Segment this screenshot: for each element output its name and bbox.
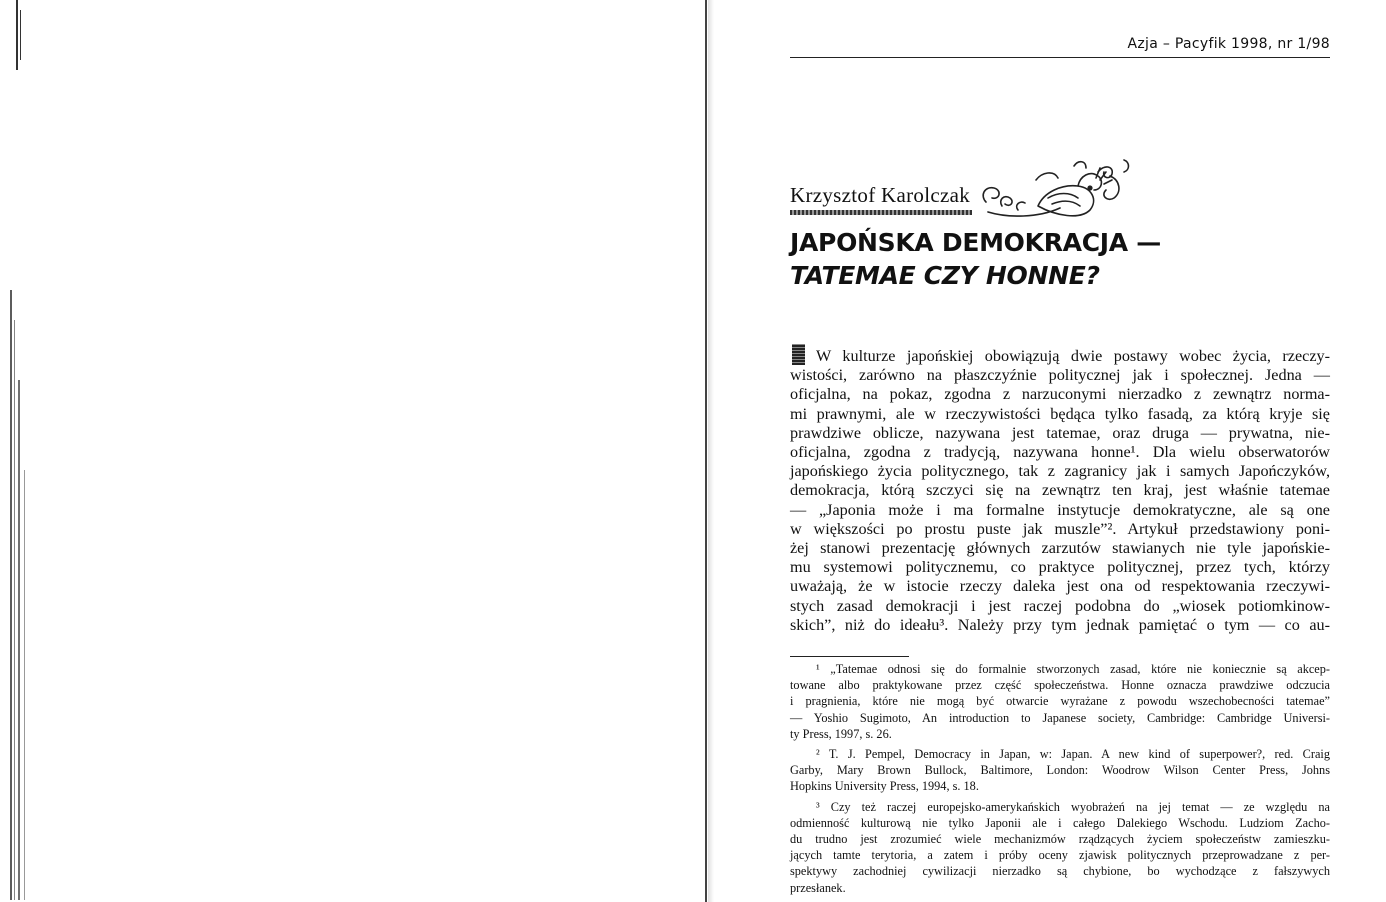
body-line: skich”, niż do ideału³. Należy przy tym jednak pamiętać o tym — co au- bbox=[790, 615, 1330, 634]
footnote-line: przesłanek. bbox=[790, 880, 846, 895]
article-body bbox=[790, 347, 1330, 635]
footnote-line: i pragnienia, które nie mogą być otwarcie wyrażane z powodu wszechobecności tatemae” bbox=[790, 694, 1330, 709]
footnote-line: spektywy zachodniej cywilizacji nierzadko są chybione, bo wychodzące z fałszywych bbox=[790, 864, 1330, 879]
footnote-line: Hopkins University Press, 1994, s. 18. bbox=[790, 779, 979, 794]
author-name: Krzysztof Karolczak bbox=[790, 183, 971, 207]
body-line: W kulturze japońskiej obowiązują dwie postawy wobec życia, rzeczy- bbox=[816, 347, 1330, 365]
body-line: żej stanowi prezentację głównych zarzutów stawianych nie tyle japońskie- bbox=[790, 539, 1330, 558]
body-line: oficjalna, zgodna z tradycją, nazywana honne¹. Dla wielu obserwatorów bbox=[790, 443, 1330, 462]
footnote-line: ty Press, 1997, s. 26. bbox=[790, 726, 892, 741]
running-head-rule bbox=[790, 57, 1330, 58]
body-line: mu systemowi politycznemu, co praktyce politycznej, przez tych, którzy bbox=[790, 558, 1330, 577]
body-line: w większości po prostu puste jak muszle”². Artykuł przedstawiony poni- bbox=[790, 519, 1330, 538]
body-line: uważają, że w istocie rzeczy daleka jest ona od respektowania rzeczywi- bbox=[790, 577, 1330, 596]
footnote-line: ¹ „Tatemae odnosi się do formalnie stworzonych zasad, które nie koniecznie są akcep- bbox=[816, 662, 1330, 676]
footnote-line: ² T. J. Pempel, Democracy in Japan, w: Japan. A new kind of superpower?, red. Craig bbox=[816, 747, 1330, 762]
footnote bbox=[790, 799, 1330, 896]
footnote-line: towane albo praktykowane przez część społeczeństwa. Honne oznacza prawdziwe odczucia bbox=[790, 678, 1330, 693]
bird-ornament-icon bbox=[978, 158, 1138, 220]
footnote-rule bbox=[790, 656, 909, 657]
body-line: prawdziwe oblicze, nazywana jest tatemae, oraz druga — prywatna, nie- bbox=[790, 423, 1330, 442]
footnote-line: ³ Czy też raczej europejsko-amerykańskich wyobrażeń na jej temat — ze względu na bbox=[816, 799, 1330, 814]
article-title bbox=[790, 226, 1310, 292]
body-line: — „Japonia może i ma formalne instytucje demokratyczne, ale są one bbox=[790, 500, 1330, 519]
body-line: oficjalna, na pokaz, zgodna z narzuconymi nierzadko z zewnątrz norma- bbox=[790, 385, 1330, 404]
author-underline bbox=[790, 210, 972, 215]
title-line-1: JAPOŃSKA DEMOKRACJA — bbox=[790, 228, 1161, 257]
footnote bbox=[790, 746, 1330, 795]
right-page bbox=[714, 0, 1386, 902]
footnote bbox=[790, 661, 1330, 742]
footnote-line: — Yoshio Sugimoto, An introduction to Japanese society, Cambridge: Cambridge Universi- bbox=[790, 710, 1330, 725]
body-line: japońskiego życia politycznego, tak z zagranicy jak i samych Japończyków, bbox=[790, 462, 1330, 481]
body-line: wistości, zarówno na płaszczyźnie politycznej jak i społecznej. Jedna — bbox=[790, 366, 1330, 385]
footnote-line: jących tamte terytoria, a zatem i próby oceny zjawisk politycznych przeprowadzane z per- bbox=[790, 848, 1330, 863]
gutter-line bbox=[705, 0, 707, 902]
body-line: stych zasad demokracji i jest raczej podobna do „wiosek potiomkinow- bbox=[790, 596, 1330, 615]
title-line-2: TATEMAE CZY HONNE? bbox=[790, 261, 1100, 290]
footnote-line: du trudno jest zrozumieć wiele mechanizmów rządzących życiem społeczeństw zamieszku- bbox=[790, 832, 1330, 847]
footnote-line: odmienność kulturową nie tylko Japonii ale i całego Dalekiego Wschodu. Ludziom Zacho- bbox=[790, 815, 1330, 830]
body-line: mi prawnymi, ale w rzeczywistości będąca tylko fasadą, za którą kryje się bbox=[790, 404, 1330, 423]
footnote-line: Garby, Mary Brown Bullock, Baltimore, London: Woodrow Wilson Center Press, Johns bbox=[790, 763, 1330, 778]
footnotes bbox=[790, 661, 1330, 900]
body-line: demokracja, którą szczyci się na zewnątrz ten kraj, jest właśnie tatemae bbox=[790, 481, 1330, 500]
running-head: Azja – Pacyfik 1998, nr 1/98 bbox=[1127, 36, 1330, 52]
